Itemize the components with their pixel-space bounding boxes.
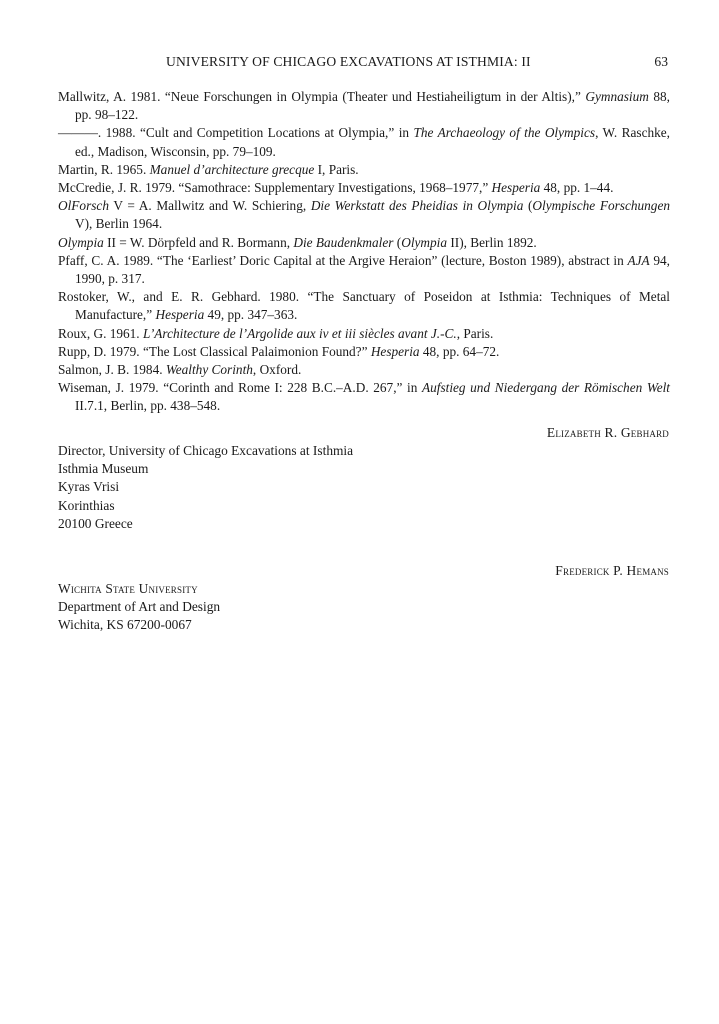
citation-text: Pfaff, C. A. 1989. “The ‘Earliest’ Doric Capital at the Argive Heraion” (lecture, Boston 1989), abstract in — [58, 252, 628, 268]
citation-text: II.7.1, Berlin, pp. 438–548. — [75, 398, 221, 414]
bibliography-entry — [58, 234, 670, 252]
citation-text: , Paris. — [456, 325, 494, 341]
citation-text: Rostoker, W., and E. R. Gebhard. 1980. “The Sanctuary of Poseidon at Isthmia: Techniques of Metal Manufacture,” — [58, 289, 670, 323]
italic-title-text: Hesperia — [370, 343, 420, 359]
italic-title-text: Olympia — [401, 234, 448, 250]
running-head-title: UNIVERSITY OF CHICAGO EXCAVATIONS AT ISTHMIA: II — [166, 54, 531, 69]
citation-text: V), Berlin 1964. — [75, 216, 163, 232]
address-line: Wichita, KS 67200-0067 — [58, 617, 192, 633]
citation-text: Rupp, D. 1979. “The Lost Classical Palaimonion Found?” — [58, 343, 371, 359]
bibliography-entry — [58, 325, 670, 343]
italic-title-text: L’Architecture de l’Argolide aux iv et iii siècles avant J.-C. — [142, 325, 457, 341]
citation-text: ———. 1988. “Cult and Competition Locations at Olympia,” in — [58, 125, 414, 141]
citation-text: , Oxford. — [252, 362, 302, 378]
address-line: Isthmia Museum — [58, 461, 149, 477]
address-line-institution: Wichita State University — [58, 581, 198, 596]
italic-title-text: Olympische Forschungen — [532, 198, 670, 214]
citation-text: II), Berlin 1892. — [447, 234, 537, 250]
citation-text: , W. Raschke, ed., Madison, Wisconsin, pp. 79–109. — [75, 125, 670, 159]
address-line: Kyras Vrisi — [58, 479, 120, 495]
italic-title-text: Olympia — [58, 234, 104, 250]
citation-text: Mallwitz, A. 1981. “Neue Forschungen in Olympia (Theater und Hestiaheiligtum in der Altis),” — [58, 89, 586, 104]
address-line: Department of Art and Design — [58, 599, 221, 615]
bibliography-entry — [58, 252, 670, 288]
citation-text: Roux, G. 1961. — [58, 325, 143, 341]
bibliography-entry — [58, 161, 670, 179]
italic-title-text: OlForsch — [58, 198, 109, 214]
citation-text: McCredie, J. R. 1979. “Samothrace: Supplementary Investigations, 1968–1977,” — [58, 180, 492, 196]
page-number: 63 — [654, 54, 668, 69]
address-line: Korinthias — [58, 497, 115, 513]
citation-text: 88, pp. 98–122. — [75, 89, 670, 123]
citation-text: 48, pp. 1–44. — [540, 180, 614, 196]
citation-text: Wiseman, J. 1979. “Corinth and Rome I: 228 B.C.–A.D. 267,” in — [58, 380, 422, 396]
italic-title-text: AJA — [627, 252, 650, 268]
bibliography-entry — [58, 288, 670, 324]
bibliography-entry — [58, 197, 670, 233]
citation-text: I, Paris. — [314, 161, 359, 177]
italic-title-text: The Archaeology of the Olympics — [413, 125, 596, 141]
italic-title-text: Hesperia — [491, 180, 541, 196]
italic-title-text: Hesperia — [155, 307, 205, 323]
bibliography-entry — [58, 343, 670, 361]
bibliography-entry — [58, 124, 670, 160]
author-address-gebhard — [58, 442, 353, 533]
citation-text: 94, 1990, p. 317. — [75, 252, 670, 287]
address-line: Director, University of Chicago Excavations at Isthmia — [58, 443, 354, 458]
citation-text: Salmon, J. B. 1984. — [58, 362, 166, 378]
citation-text: ( — [523, 198, 533, 214]
italic-title-text: Gymnasium — [585, 89, 649, 104]
italic-title-text: Die Baudenkmaler — [293, 234, 394, 250]
bibliography-entry — [58, 379, 670, 415]
author-signature-gebhard: Elizabeth R. Gebhard — [546, 425, 669, 440]
bibliography-entry — [58, 88, 670, 124]
citation-text: V = A. Mallwitz and W. Schiering, — [108, 198, 311, 214]
running-head — [58, 52, 668, 72]
citation-text: 49, pp. 347–363. — [204, 307, 298, 323]
italic-title-text: Wealthy Corinth — [165, 362, 253, 378]
author-signature-hemans: Frederick P. Hemans — [555, 563, 669, 578]
citation-text: II = W. Dörpfeld and R. Bormann, — [103, 234, 294, 250]
address-line: 20100 Greece — [58, 515, 133, 531]
italic-title-text: Manuel d’architecture grecque — [149, 161, 315, 177]
italic-title-text: Aufstieg und Niedergang der Römischen Welt — [421, 380, 671, 396]
italic-title-text: Die Werkstatt des Pheidias in Olympia — [310, 198, 524, 214]
author-address-hemans — [58, 580, 220, 635]
bibliography-entry — [58, 361, 670, 379]
bibliography — [58, 88, 670, 416]
citation-text: Martin, R. 1965. — [58, 161, 150, 177]
citation-text: ( — [393, 234, 402, 250]
bibliography-entry — [58, 179, 670, 197]
citation-text: 48, pp. 64–72. — [419, 343, 500, 359]
